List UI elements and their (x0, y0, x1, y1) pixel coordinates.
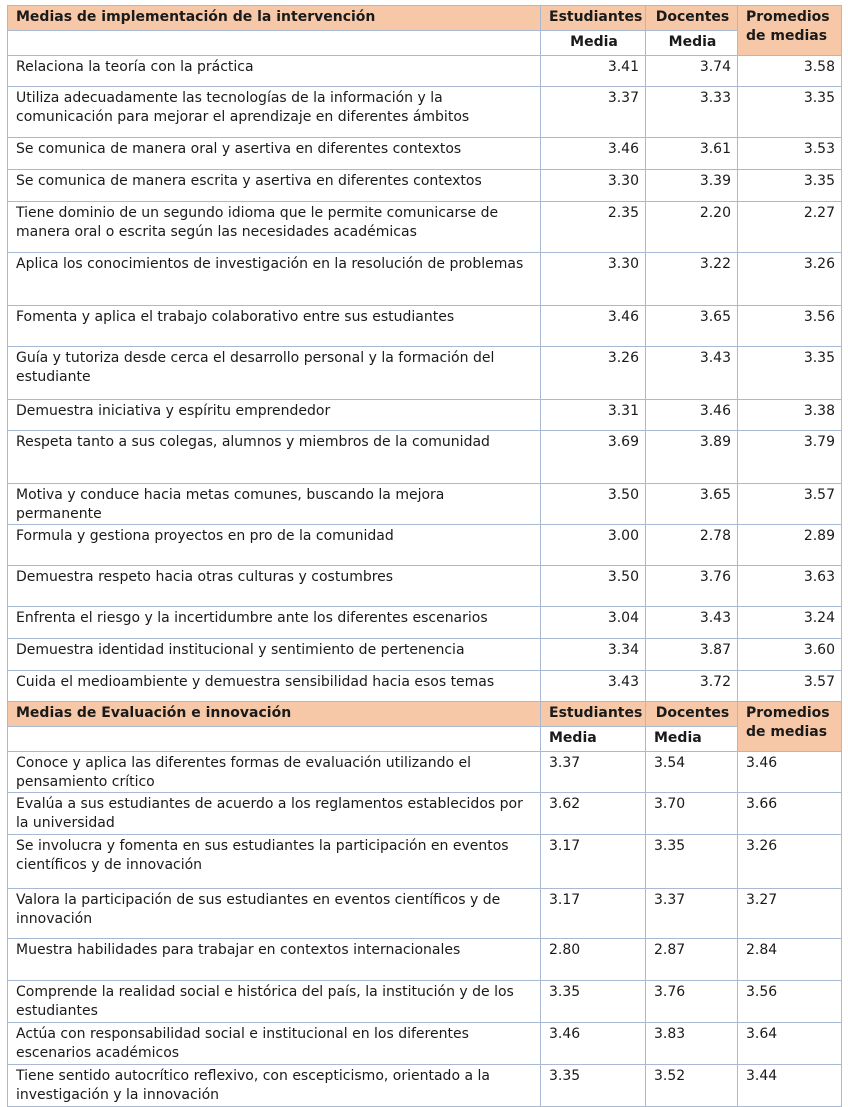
table-row (8, 56, 842, 87)
table-row (8, 889, 842, 939)
value-students: 3.69 (541, 431, 646, 484)
section-header-row (8, 702, 842, 727)
value-average: 2.27 (738, 202, 842, 253)
col-header-students: Estudiantes (541, 702, 646, 727)
subheader-teachers-media: Media (646, 727, 738, 752)
value-average: 3.63 (738, 566, 842, 607)
value-average: 3.44 (738, 1065, 842, 1107)
value-teachers: 3.43 (646, 347, 738, 400)
value-teachers: 2.78 (646, 525, 738, 566)
value-average: 3.26 (738, 835, 842, 889)
row-label: Comprende la realidad social e histórica del país, la institución y de los estudiantes (8, 981, 541, 1023)
row-label: Se comunica de manera escrita y asertiva en diferentes contextos (8, 170, 541, 202)
table-row (8, 939, 842, 981)
row-label: Conoce y aplica las diferentes formas de evaluación utilizando el pensamiento crítico (8, 752, 541, 793)
row-label: Muestra habilidades para trabajar en contextos internacionales (8, 939, 541, 981)
value-students: 2.35 (541, 202, 646, 253)
value-average: 3.27 (738, 889, 842, 939)
row-label: Demuestra iniciativa y espíritu emprendedor (8, 400, 541, 431)
row-label: Motiva y conduce hacia metas comunes, buscando la mejora permanente (8, 484, 541, 525)
value-teachers: 3.72 (646, 671, 738, 702)
table-row (8, 138, 842, 170)
value-students: 3.46 (541, 138, 646, 170)
row-label: Respeta tanto a sus colegas, alumnos y miembros de la comunidad (8, 431, 541, 484)
value-students: 2.80 (541, 939, 646, 981)
value-teachers: 3.54 (646, 752, 738, 793)
table-row (8, 607, 842, 639)
value-teachers: 3.46 (646, 400, 738, 431)
value-students: 3.50 (541, 566, 646, 607)
row-label: Cuida el medioambiente y demuestra sensibilidad hacia esos temas (8, 671, 541, 702)
value-average: 3.35 (738, 87, 842, 138)
value-students: 3.31 (541, 400, 646, 431)
table-row (8, 835, 842, 889)
section-title: Medias de implementación de la intervención (8, 6, 541, 31)
value-students: 3.43 (541, 671, 646, 702)
subheader-teachers-media: Media (646, 31, 738, 56)
section-title: Medias de Evaluación e innovación (8, 702, 541, 727)
table-row (8, 981, 842, 1023)
col-header-teachers: Docentes (646, 6, 738, 31)
value-average: 3.79 (738, 431, 842, 484)
value-teachers: 2.87 (646, 939, 738, 981)
row-label: Demuestra identidad institucional y sentimiento de pertenencia (8, 639, 541, 671)
value-students: 3.37 (541, 87, 646, 138)
value-teachers: 2.20 (646, 202, 738, 253)
table-row (8, 484, 842, 525)
value-average: 3.38 (738, 400, 842, 431)
value-teachers: 3.22 (646, 253, 738, 306)
value-teachers: 3.33 (646, 87, 738, 138)
value-students: 3.17 (541, 889, 646, 939)
value-average: 3.35 (738, 347, 842, 400)
row-label: Aplica los conocimientos de investigación en la resolución de problemas (8, 253, 541, 306)
row-label: Relaciona la teoría con la práctica (8, 56, 541, 87)
value-average: 3.56 (738, 981, 842, 1023)
table-row (8, 566, 842, 607)
table-row (8, 306, 842, 347)
value-average: 3.46 (738, 752, 842, 793)
table-row (8, 347, 842, 400)
subheader-empty (8, 727, 541, 752)
value-students: 3.17 (541, 835, 646, 889)
value-teachers: 3.87 (646, 639, 738, 671)
row-label: Tiene dominio de un segundo idioma que le permite comunicarse de manera oral o escrita según las necesidades académicas (8, 202, 541, 253)
value-students: 3.34 (541, 639, 646, 671)
value-average: 3.56 (738, 306, 842, 347)
table-row (8, 253, 842, 306)
subheader-students-media: Media (541, 727, 646, 752)
value-teachers: 3.74 (646, 56, 738, 87)
table-row (8, 87, 842, 138)
value-students: 3.37 (541, 752, 646, 793)
value-average: 3.57 (738, 671, 842, 702)
value-average: 3.66 (738, 793, 842, 835)
value-students: 3.41 (541, 56, 646, 87)
subheader-students-media: Media (541, 31, 646, 56)
row-label: Formula y gestiona proyectos en pro de la comunidad (8, 525, 541, 566)
table-row (8, 752, 842, 793)
value-teachers: 3.76 (646, 981, 738, 1023)
value-average: 3.24 (738, 607, 842, 639)
section-implementacion (8, 6, 842, 702)
value-teachers: 3.70 (646, 793, 738, 835)
value-average: 3.60 (738, 639, 842, 671)
value-average: 2.84 (738, 939, 842, 981)
value-students: 3.00 (541, 525, 646, 566)
row-label: Actúa con responsabilidad social e institucional en los diferentes escenarios académicos (8, 1023, 541, 1065)
row-label: Guía y tutoriza desde cerca el desarrollo personal y la formación del estudiante (8, 347, 541, 400)
table-row (8, 1023, 842, 1065)
value-students: 3.50 (541, 484, 646, 525)
section-evaluacion (8, 702, 842, 1107)
value-teachers: 3.89 (646, 431, 738, 484)
table-row (8, 525, 842, 566)
value-students: 3.35 (541, 1065, 646, 1107)
row-label: Utiliza adecuadamente las tecnologías de la información y la comunicación para mejorar el aprendizaje en diferentes ámbitos (8, 87, 541, 138)
value-students: 3.35 (541, 981, 646, 1023)
value-teachers: 3.43 (646, 607, 738, 639)
value-students: 3.62 (541, 793, 646, 835)
value-teachers: 3.52 (646, 1065, 738, 1107)
means-table (7, 5, 842, 1107)
row-label: Evalúa a sus estudiantes de acuerdo a los reglamentos establecidos por la universidad (8, 793, 541, 835)
value-average: 3.64 (738, 1023, 842, 1065)
value-students: 3.30 (541, 170, 646, 202)
col-header-average: Promedios de medias (738, 702, 842, 752)
col-header-students: Estudiantes (541, 6, 646, 31)
value-teachers: 3.76 (646, 566, 738, 607)
row-label: Se comunica de manera oral y asertiva en diferentes contextos (8, 138, 541, 170)
row-label: Tiene sentido autocrítico reflexivo, con escepticismo, orientado a la investigación y la innovación (8, 1065, 541, 1107)
table-row (8, 400, 842, 431)
value-teachers: 3.35 (646, 835, 738, 889)
row-label: Se involucra y fomenta en sus estudiantes la participación en eventos científicos y de innovación (8, 835, 541, 889)
row-label: Valora la participación de sus estudiantes en eventos científicos y de innovación (8, 889, 541, 939)
table-row (8, 1065, 842, 1107)
table-row (8, 170, 842, 202)
means-table-container (7, 5, 841, 1107)
subheader-empty (8, 31, 541, 56)
value-students: 3.46 (541, 1023, 646, 1065)
value-teachers: 3.83 (646, 1023, 738, 1065)
row-label: Demuestra respeto hacia otras culturas y costumbres (8, 566, 541, 607)
value-average: 3.26 (738, 253, 842, 306)
value-teachers: 3.37 (646, 889, 738, 939)
value-students: 3.26 (541, 347, 646, 400)
section-subheader-row (8, 31, 842, 56)
row-label: Fomenta y aplica el trabajo colaborativo entre sus estudiantes (8, 306, 541, 347)
col-header-average: Promedios de medias (738, 6, 842, 56)
value-students: 3.30 (541, 253, 646, 306)
table-row (8, 431, 842, 484)
value-teachers: 3.39 (646, 170, 738, 202)
section-subheader-row (8, 727, 842, 752)
value-average: 2.89 (738, 525, 842, 566)
value-teachers: 3.65 (646, 306, 738, 347)
table-row (8, 793, 842, 835)
table-row (8, 671, 842, 702)
value-students: 3.04 (541, 607, 646, 639)
table-row (8, 202, 842, 253)
table-row (8, 639, 842, 671)
section-header-row (8, 6, 842, 31)
col-header-teachers: Docentes (646, 702, 738, 727)
value-students: 3.46 (541, 306, 646, 347)
row-label: Enfrenta el riesgo y la incertidumbre ante los diferentes escenarios (8, 607, 541, 639)
value-average: 3.35 (738, 170, 842, 202)
value-average: 3.57 (738, 484, 842, 525)
value-average: 3.58 (738, 56, 842, 87)
value-teachers: 3.65 (646, 484, 738, 525)
value-teachers: 3.61 (646, 138, 738, 170)
value-average: 3.53 (738, 138, 842, 170)
